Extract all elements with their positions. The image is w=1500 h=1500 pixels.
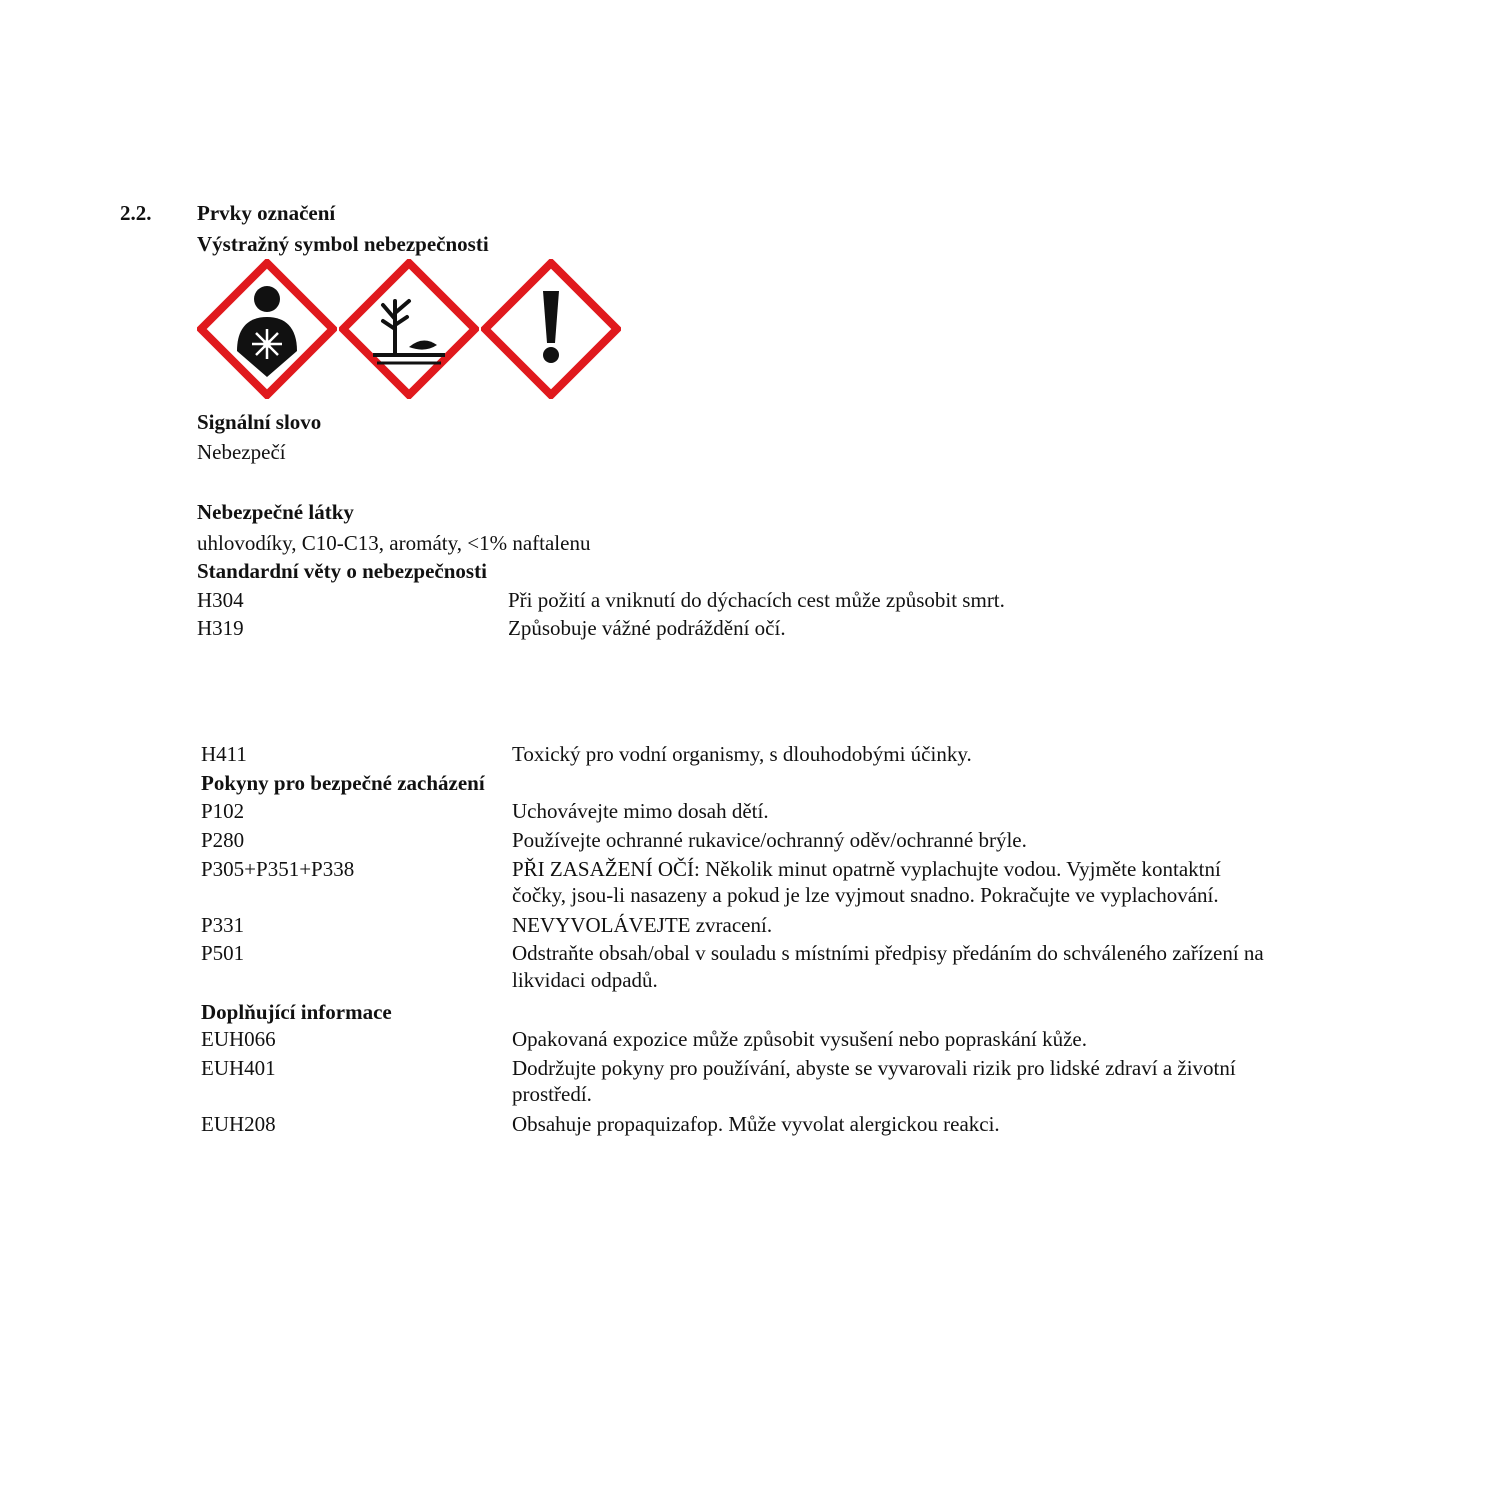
signal-word: Nebezpečí [197, 440, 286, 464]
supplementary-text: Opakovaná expozice může způsobit vysušení nebo popraskání kůže. [512, 1027, 1087, 1051]
section-number: 2.2. [120, 201, 152, 225]
precautionary-heading: Pokyny pro bezpečné zacházení [201, 771, 485, 795]
hazard-text: Toxický pro vodní organismy, s dlouhodobými účinky. [512, 742, 972, 766]
hazard-code: H319 [197, 616, 244, 640]
exclamation-mark-icon [481, 259, 621, 399]
section-title: Prvky označení [197, 201, 336, 225]
hazard-statements-heading: Standardní věty o nebezpečnosti [197, 559, 487, 583]
substances-value: uhlovodíky, C10-C13, aromáty, <1% naftalenu [197, 531, 591, 555]
precautionary-text: Odstraňte obsah/obal v souladu s místními předpisy předáním do schváleného zařízení na [512, 941, 1264, 965]
hazard-text: Způsobuje vážné podráždění očí. [508, 616, 786, 640]
hazard-code: H411 [201, 742, 247, 766]
precautionary-code: P501 [201, 941, 245, 965]
hazard-text: Při požití a vniknutí do dýchacích cest může způsobit smrt. [508, 588, 1005, 612]
precautionary-text: likvidaci odpadů. [512, 968, 658, 992]
precautionary-text: NEVYVOLÁVEJTE zvracení. [512, 913, 773, 937]
signal-heading: Signální slovo [197, 410, 322, 434]
precautionary-code: P102 [201, 799, 245, 823]
environment-hazard-icon [339, 259, 479, 399]
health-hazard-icon [197, 259, 337, 399]
pictograms-heading: Výstražný symbol nebezpečnosti [197, 232, 489, 256]
precautionary-text: Používejte ochranné rukavice/ochranný oděv/ochranné brýle. [512, 828, 1027, 852]
precautionary-code: P280 [201, 828, 245, 852]
supplementary-heading: Doplňující informace [201, 1000, 392, 1024]
precautionary-code: P305+P351+P338 [201, 857, 355, 881]
precautionary-text: čočky, jsou-li nasazeny a pokud je lze vyjmout snadno. Pokračujte ve vyplachování. [512, 883, 1219, 907]
supplementary-code: EUH401 [201, 1056, 276, 1080]
supplementary-text: Obsahuje propaquizafop. Může vyvolat alergickou reakci. [512, 1112, 1000, 1136]
supplementary-code: EUH066 [201, 1027, 276, 1051]
supplementary-text: prostředí. [512, 1082, 592, 1106]
supplementary-code: EUH208 [201, 1112, 276, 1136]
supplementary-text: Dodržujte pokyny pro používání, abyste se vyvarovali rizik pro lidské zdraví a životní [512, 1056, 1236, 1080]
substances-heading: Nebezpečné látky [197, 500, 354, 524]
precautionary-code: P331 [201, 913, 245, 937]
precautionary-text: Uchovávejte mimo dosah dětí. [512, 799, 769, 823]
hazard-code: H304 [197, 588, 244, 612]
precautionary-text: PŘI ZASAŽENÍ OČÍ: Několik minut opatrně vyplachujte vodou. Vyjměte kontaktní [512, 857, 1221, 881]
